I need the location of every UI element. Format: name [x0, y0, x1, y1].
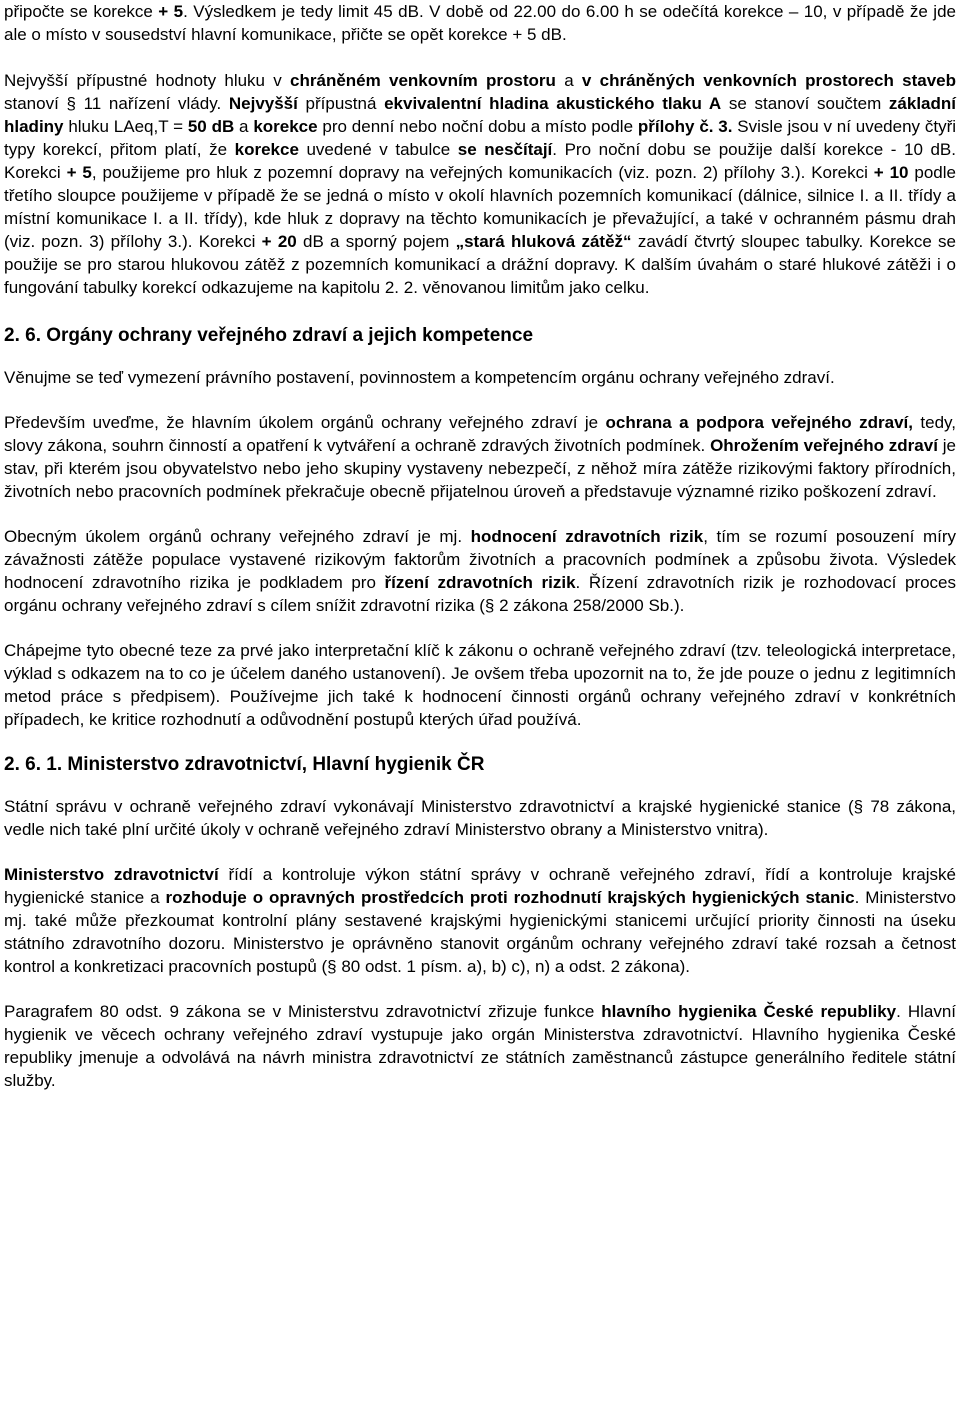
paragraph-ministerstvo-ridi — [4, 863, 956, 978]
paragraph-interpretace — [4, 639, 956, 731]
text-run: Věnujme se teď vymezení právního postavení, povinnostem a kompetencím orgánu ochrany veřejného zdraví. — [4, 368, 835, 387]
bold-text: hodnocení zdravotních rizik — [470, 527, 704, 546]
bold-text: „stará hluková zátěž“ — [455, 232, 632, 251]
text-run: přípustná — [297, 94, 385, 113]
bold-text: korekce — [253, 117, 318, 136]
text-run: , tím se rozumí posouzení míry závažnosti zátěže populace vystavené rizikovým faktorům životních a pracovních podmínek a způsobu života. Výsledek hodnocení zdravotního rizika je podkladem pro — [4, 527, 956, 592]
bold-text: + 5 — [158, 2, 184, 21]
text-run: zavádí čtvrtý sloupec tabulky. Korekce se použije se pro starou hlukovou zátěž z pozemních komunikací a drážní dopravy. K dalším úvahám o staré hlukové zátěži i o fungování tabulky korekcí odkazujeme na kapitolu 2. 2. věnovanou limitům jako celku. — [4, 232, 957, 297]
text-run: se stanoví součtem — [721, 94, 889, 113]
paragraph-ochrana-podpora — [4, 411, 956, 503]
text-run: Obecným úkolem orgánů ochrany veřejného zdraví je mj. — [4, 527, 471, 546]
text-run: a — [555, 71, 582, 90]
bold-text: chráněném venkovním prostoru — [290, 71, 556, 90]
text-run: , použijeme pro hluk z pozemní dopravy na veřejných komunikacích (viz. pozn. 2) přílohy 3.). Korekci — [91, 163, 874, 182]
text-run: tedy, slovy zákona, souhrn činností a opatření k vytváření a ochraně zdravých životních podmínek. — [4, 413, 956, 455]
text-run: . Výsledkem je tedy limit 45 dB. V době od 22.00 do 6.00 h se odečítá korekce – 10, v případě že jde ale o místo v sousedství hlavní komunikace, přičte se opět korekce + 5 dB. — [4, 2, 956, 44]
text-run: je stav, při kterém jsou obyvatelstvo nebo jeho skupiny vystaveny nebezpečí, z něhož míra zátěže rizikovými faktory přírodních, životních nebo pracovních podmínek překračuje obecně přijatelnou úroveň a představuje významné riziko poškození zdraví. — [4, 436, 956, 501]
text-run: . Řízení zdravotních rizik je rozhodovací proces orgánu ochrany veřejného zdraví s cílem snížit zdravotní rizika (§ 2 zákona 258/2000 Sb.). — [4, 573, 956, 615]
text-run: uvedené v tabulce — [298, 140, 458, 159]
text-run: řídí a kontroluje výkon státní správy v ochraně veřejného zdraví, řídí a kontroluje krajské hygienické stanice a — [4, 865, 956, 907]
text-run: Svisle jsou v ní uvedeny čtyři typy korekcí, přitom platí, že — [4, 117, 957, 159]
text-run: . Pro noční dobu se použije další korekce - 10 dB. Korekci — [4, 140, 956, 182]
bold-text: v chráněných venkovních prostorech staveb — [581, 71, 956, 90]
bold-text: rozhoduje o opravných prostředcích proti rozhodnutí krajských hygienických stanic — [165, 888, 855, 907]
text-run: dB a sporný pojem — [296, 232, 456, 251]
bold-text: základní hladiny — [4, 94, 957, 136]
bold-text: + 20 — [261, 232, 297, 251]
bold-text: se nesčítají — [457, 140, 553, 159]
paragraph-korekce-intro — [4, 0, 956, 46]
text-run: Především uveďme, že hlavním úkolem orgánů ochrany veřejného zdraví je — [4, 413, 606, 432]
paragraph-hodnoceni-rizik — [4, 525, 956, 617]
bold-text: Nejvyšší — [228, 94, 298, 113]
paragraph-vymezeni — [4, 366, 956, 389]
text-run: Chápejme tyto obecné teze za prvé jako interpretační klíč k zákonu o ochraně veřejného zdraví (tzv. teleologická interpretace, výklad s odkazem na to co je účelem daného ustanovení). Je ovšem třeba upozornit na to, že jde pouze o jednu z legitimních metod práce s předpisem). Používejme jich také k hodnocení činnosti orgánů ochrany veřejného zdraví v konkrétních případech, ke kritice rozhodnutí a odůvodnění postupů kterých úřad používá. — [4, 641, 956, 729]
bold-text: přílohy č. 3. — [637, 117, 733, 136]
bold-text: hlavního hygienika České republiky — [601, 1002, 897, 1021]
bold-text: Ohrožením veřejného zdraví — [710, 436, 938, 455]
bold-text: korekce — [234, 140, 299, 159]
text-run: podle třetího sloupce použijeme v případě že se jedná o místo v okolí hlavních pozemních komunikací (dálnice, silnice I. a II. třídy a místní komunikace I. a II. třídy), kde hluk z dopravy na těchto komunikacích je převažující, a také v ochranném pásmu drah (viz. pozn. 3) přílohy 3.). Korekci — [4, 163, 956, 251]
section-heading-organy: 2. 6. Orgány ochrany veřejného zdraví a jejich kompetence — [4, 325, 534, 346]
text-run: stanoví § 11 nařízení vlády. — [4, 94, 229, 113]
text-run: hluku LAeq,T = — [63, 117, 188, 136]
text-run: pro denní nebo noční dobu a místo podle — [317, 117, 638, 136]
text-run: Paragrafem 80 odst. 9 zákona se v Ministerstvu zdravotnictví zřizuje funkce — [4, 1002, 602, 1021]
text-run: . Hlavní hygienik ve věcech ochrany veřejného zdraví vystupuje jako orgán Ministerstva zdravotnictví. Hlavního hygienika České republiky jmenuje a odvolává na návrh ministra zdravotnictví ze státních zaměstnanců zástupce generálního ředitele státní služby. — [4, 1002, 957, 1090]
text-run: Státní správu v ochraně veřejného zdraví vykonávají Ministerstvo zdravotnictví a krajské hygienické stanice (§ 78 zákona, vedle nich také plní určité úkoly v ochraně veřejného zdraví Ministerstvo obrany a Ministerstvo vnitra). — [4, 797, 956, 839]
bold-text: 50 dB — [187, 117, 235, 136]
bold-text: + 5 — [66, 163, 92, 182]
paragraph-statni-sprava — [4, 795, 956, 841]
paragraph-hlavni-hygienik — [4, 1000, 956, 1092]
document-page — [4, 0, 956, 1092]
bold-text: + 10 — [873, 163, 909, 182]
bold-text: ochrana a podpora veřejného zdraví, — [605, 413, 913, 432]
bold-text: ekvivalentní hladina akustického tlaku A — [384, 94, 722, 113]
text-run: . Ministerstvo mj. také může přezkoumat kontrolní plány sestavené krajskými hygienickými stanicemi určující priority činnosti na úseku státního zdravotního dozoru. Ministerstvo je oprávněno stanovit orgánům ochrany veřejného zdraví také rozsah a četnost kontrol a konkretizaci pracovních postupů (§ 80 odst. 1 písm. a), b) c), n) a odst. 2 zákona). — [4, 888, 956, 976]
paragraph-nejvyssi-hodnoty — [4, 69, 956, 299]
bold-text: Ministerstvo zdravotnictví — [4, 865, 219, 884]
text-run: Nejvyšší přípustné hodnoty hluku v — [4, 71, 291, 90]
text-run: připočte se korekce — [4, 2, 159, 21]
text-run: a — [234, 117, 254, 136]
section-heading-ministerstvo: 2. 6. 1. Ministerstvo zdravotnictví, Hlavní hygienik ČR — [4, 754, 485, 775]
bold-text: řízení zdravotních rizik — [384, 573, 576, 592]
